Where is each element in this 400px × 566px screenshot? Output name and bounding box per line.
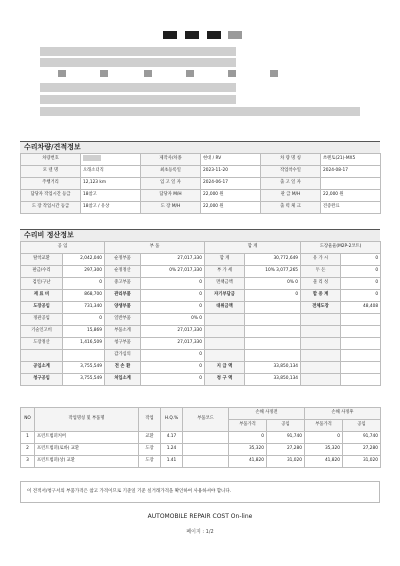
- price2-header: 부품가격: [305, 420, 343, 432]
- item-header: 작업명칭 및 부품명: [35, 408, 139, 432]
- cost-value: 0: [245, 290, 301, 302]
- cost-label: [205, 314, 245, 326]
- cost-label: 부품소계: [105, 326, 141, 338]
- table-row: [21, 432, 381, 444]
- labor-subheader: 공임: [267, 420, 305, 432]
- item-name: 프런트범퍼커버: [35, 432, 139, 444]
- cost-section-title: 수리비 정산정보: [24, 231, 74, 239]
- redacted-block: [228, 70, 236, 77]
- cost-label: 도장공임: [21, 302, 63, 314]
- cost-value: 15,869: [63, 326, 105, 338]
- task-type: 도장: [139, 456, 161, 468]
- cost-label: 두 돈: [301, 266, 341, 278]
- cost-value: 1,416,509: [63, 338, 105, 350]
- part-code: [183, 432, 229, 444]
- cost-label: [21, 350, 63, 362]
- cost-value: 0% 0: [245, 278, 301, 290]
- redacted-bar: [40, 58, 236, 67]
- cost-value: 0% 27,017,330: [141, 266, 205, 278]
- service-date-value: 2024-08-17: [321, 166, 381, 178]
- cost-label: 자기부담금: [205, 290, 245, 302]
- cost-row: [21, 362, 381, 374]
- cost-value: [245, 314, 301, 326]
- cost-label: 도장정산: [21, 338, 63, 350]
- cost-label: 청구공임: [21, 374, 63, 386]
- cost-label: 전체도장: [301, 302, 341, 314]
- cost-row: [21, 302, 381, 314]
- cost-value: 0: [341, 254, 381, 266]
- service-date-label: 작업착수일: [261, 166, 321, 178]
- in-date-value: 2024-06-17: [201, 178, 261, 190]
- redacted-bar: [40, 47, 236, 56]
- item-name: 프런트범퍼(로바) 교환: [35, 444, 139, 456]
- cost-value: [341, 338, 381, 350]
- cost-label: 청 구 액: [205, 374, 245, 386]
- redacted-block: [186, 70, 194, 77]
- print-check-label: 출 력 체 크: [261, 202, 321, 214]
- cost-value: [341, 362, 381, 374]
- cost-label: 면책금액: [205, 278, 245, 290]
- mh-assess-label: 관 급 M/H: [261, 190, 321, 202]
- cost-label: 판금/수리: [21, 266, 63, 278]
- cost-row: [21, 374, 381, 386]
- cost-value: 0: [63, 278, 105, 290]
- cost-label: [301, 374, 341, 386]
- cost-label: [205, 350, 245, 362]
- cost-label: [301, 350, 341, 362]
- cost-label: 청구부품: [105, 338, 141, 350]
- cost-value: [245, 326, 301, 338]
- vehicle-name-value: 쏘렌토(21)-MX5: [321, 154, 381, 166]
- cost-label: 관리부품: [105, 290, 141, 302]
- cost-label: 공임소계: [21, 362, 63, 374]
- labor-after: 91,740: [343, 432, 381, 444]
- cost-label: 전 손 환: [105, 362, 141, 374]
- labor-header: 공 임: [21, 242, 105, 254]
- paint-grade-value: 18참고 / 유상: [81, 202, 141, 214]
- cost-value: 0: [341, 266, 381, 278]
- table-row: [21, 456, 381, 468]
- cost-row: [21, 278, 381, 290]
- labor-before: 27,280: [267, 444, 305, 456]
- total-header: 합 계: [205, 242, 301, 254]
- cost-label: 감가심의: [105, 350, 141, 362]
- cost-value: 30,772,649: [245, 254, 301, 266]
- labor-after: 27,280: [343, 444, 381, 456]
- cost-row: [21, 326, 381, 338]
- cost-label: 정관공임: [21, 314, 63, 326]
- price-before: 0: [229, 432, 267, 444]
- cost-label: 기술인고비: [21, 326, 63, 338]
- task-type: 도장: [139, 444, 161, 456]
- maker-value: 현대 / RV: [201, 154, 261, 166]
- labor-before: 31,020: [267, 456, 305, 468]
- model-value: 오래소더직: [81, 166, 141, 178]
- hq-value: 4.17: [161, 432, 183, 444]
- cost-row: [21, 338, 381, 350]
- redacted-block: [228, 31, 242, 39]
- cost-row: [21, 350, 381, 362]
- footer-title: AUTOMOBILE REPAIR COST On-line: [147, 513, 253, 520]
- redacted-bar: [40, 95, 236, 104]
- price-before: 41,820: [229, 456, 267, 468]
- cost-label: [301, 326, 341, 338]
- cost-value: [63, 350, 105, 362]
- plate-value: [81, 154, 141, 166]
- cost-value: 33,850,134: [245, 374, 301, 386]
- cost-label: 지 급 액: [205, 362, 245, 374]
- cost-value: 0: [141, 302, 205, 314]
- cost-label: 합 중 계: [301, 290, 341, 302]
- cost-label: 중고부품: [105, 278, 141, 290]
- hq-header: H.Q.%: [161, 408, 183, 432]
- cost-value: 27,017,330: [141, 338, 205, 350]
- cost-value: 3,755,549: [63, 374, 105, 386]
- cost-value: [341, 314, 381, 326]
- plate-label: 차량번호: [21, 154, 81, 166]
- cost-label: [205, 338, 245, 350]
- cost-label: 부 가 세: [205, 266, 245, 278]
- cost-value: 10% 3,077,265: [245, 266, 301, 278]
- redacted-block: [144, 70, 152, 77]
- table-row: [21, 444, 381, 456]
- vehicle-info-table: [20, 153, 381, 214]
- code-header: 부품코드: [183, 408, 229, 432]
- cost-label: 합 계: [205, 254, 245, 266]
- parts-header: 부 품: [105, 242, 205, 254]
- redacted-block: [58, 70, 66, 77]
- page-number: 페이지 : 1/2: [186, 529, 214, 535]
- before-header: 손해 사정전: [229, 408, 305, 420]
- cost-label: 순정정산: [105, 266, 141, 278]
- cost-value: 27,017,330: [141, 326, 205, 338]
- no-header: NO: [21, 408, 35, 432]
- cost-value: [245, 338, 301, 350]
- disclaimer-note: 이 견적서/청구서의 부품가격은 참고 가격이므로 기준일 기준 실거래가격을 확인하여 사용하셔야 합니다.: [20, 481, 380, 503]
- print-check-value: 견증완료: [321, 202, 381, 214]
- cost-label: 처입소계: [105, 374, 141, 386]
- price-header: 부품가격: [229, 420, 267, 432]
- cost-label: 물 리 성: [301, 278, 341, 290]
- paint-grade-label: 도 장 작업시간 등급: [21, 202, 81, 214]
- cost-value: 48,408: [341, 302, 381, 314]
- labor-before: 91,740: [267, 432, 305, 444]
- cost-label: 일반부품: [105, 314, 141, 326]
- hq-value: 1.41: [161, 456, 183, 468]
- row-no: 1: [21, 432, 35, 444]
- paint-mh-label: 도 장 M/H: [141, 202, 201, 214]
- labor-after: 31,020: [343, 456, 381, 468]
- task-header: 작업: [139, 408, 161, 432]
- cost-value: 868,700: [63, 290, 105, 302]
- row-no: 2: [21, 444, 35, 456]
- redacted-bar: [40, 107, 360, 116]
- cost-value: 2,042,040: [63, 254, 105, 266]
- redacted-block: [185, 31, 199, 39]
- row-no: 3: [21, 456, 35, 468]
- cost-label: 검인/구난: [21, 278, 63, 290]
- mh-manager-label: 담당자 작업시간 등급: [21, 190, 81, 202]
- item-name: 프런트범퍼(상) 교환: [35, 456, 139, 468]
- out-date-value: [321, 178, 381, 190]
- cost-row: [21, 266, 381, 278]
- redacted-block: [163, 31, 177, 39]
- after-header: 손해 사정후: [305, 408, 381, 420]
- reg-date-value: 2023-11-20: [201, 166, 261, 178]
- cost-value: 0: [341, 278, 381, 290]
- vehicle-name-label: 차 량 명 칭: [261, 154, 321, 166]
- work-items-table: [20, 407, 381, 468]
- cost-label: 대위금액: [205, 302, 245, 314]
- cost-value: 0: [141, 350, 205, 362]
- cost-value: [245, 350, 301, 362]
- cost-value: 27,017,330: [141, 254, 205, 266]
- mh-unit-value: 22,000 원: [201, 190, 261, 202]
- in-date-label: 입 고 일 자: [141, 178, 201, 190]
- cost-value: 3,755,549: [63, 362, 105, 374]
- price-after: 35,320: [305, 444, 343, 456]
- cost-value: [341, 326, 381, 338]
- mh-unit-label: 담당자 M/H: [141, 190, 201, 202]
- cost-label: 탈착교환: [21, 254, 63, 266]
- cost-value: 731,340: [63, 302, 105, 314]
- cost-value: 0: [141, 374, 205, 386]
- cost-table: [20, 241, 381, 386]
- maker-label: 제작사/차종: [141, 154, 201, 166]
- cost-label: 양생부품: [105, 302, 141, 314]
- mileage-label: 주행거리: [21, 178, 81, 190]
- reg-date-label: 최초등록일: [141, 166, 201, 178]
- redacted-block: [100, 70, 108, 77]
- price-after: 41,820: [305, 456, 343, 468]
- task-type: 교환: [139, 432, 161, 444]
- cost-label: 순정부품: [105, 254, 141, 266]
- cost-label: [301, 362, 341, 374]
- cost-value: 0: [141, 362, 205, 374]
- part-code: [183, 444, 229, 456]
- cost-value: 0: [341, 290, 381, 302]
- cost-value: [245, 302, 301, 314]
- cost-label: 재 료 비: [21, 290, 63, 302]
- cost-value: [341, 350, 381, 362]
- cost-value: [341, 374, 381, 386]
- cost-row: [21, 254, 381, 266]
- cost-row: [21, 314, 381, 326]
- cost-label: [205, 326, 245, 338]
- cost-label: 유 가 시: [301, 254, 341, 266]
- part-code: [183, 456, 229, 468]
- cost-value: 297,300: [63, 266, 105, 278]
- mh-manager-value: 18참고: [81, 190, 141, 202]
- paint-mh-value: 22,000 원: [201, 202, 261, 214]
- model-label: 모 델 명: [21, 166, 81, 178]
- redacted-block: [207, 31, 221, 39]
- vehicle-section-title: 수리차량/견적정보: [24, 143, 81, 151]
- paint-type-header: 도장율율(M2P-2코트): [301, 242, 381, 254]
- cost-value: 0: [141, 290, 205, 302]
- cost-label: [301, 338, 341, 350]
- cost-row: [21, 290, 381, 302]
- cost-value: 33,850,134: [245, 362, 301, 374]
- price-before: 35,320: [229, 444, 267, 456]
- redacted-bar: [40, 83, 236, 92]
- cost-value: 0: [63, 314, 105, 326]
- price-after: 0: [305, 432, 343, 444]
- cost-value: 0% 0: [141, 314, 205, 326]
- cost-label: [301, 314, 341, 326]
- redacted-block: [270, 70, 278, 77]
- hq-value: 1.24: [161, 444, 183, 456]
- labor2-header: 공임: [343, 420, 381, 432]
- mileage-value: 12,123 km: [81, 178, 141, 190]
- mh-assess-value: 22,000 원: [321, 190, 381, 202]
- cost-value: 0: [141, 278, 205, 290]
- out-date-label: 출 고 일 자: [261, 178, 321, 190]
